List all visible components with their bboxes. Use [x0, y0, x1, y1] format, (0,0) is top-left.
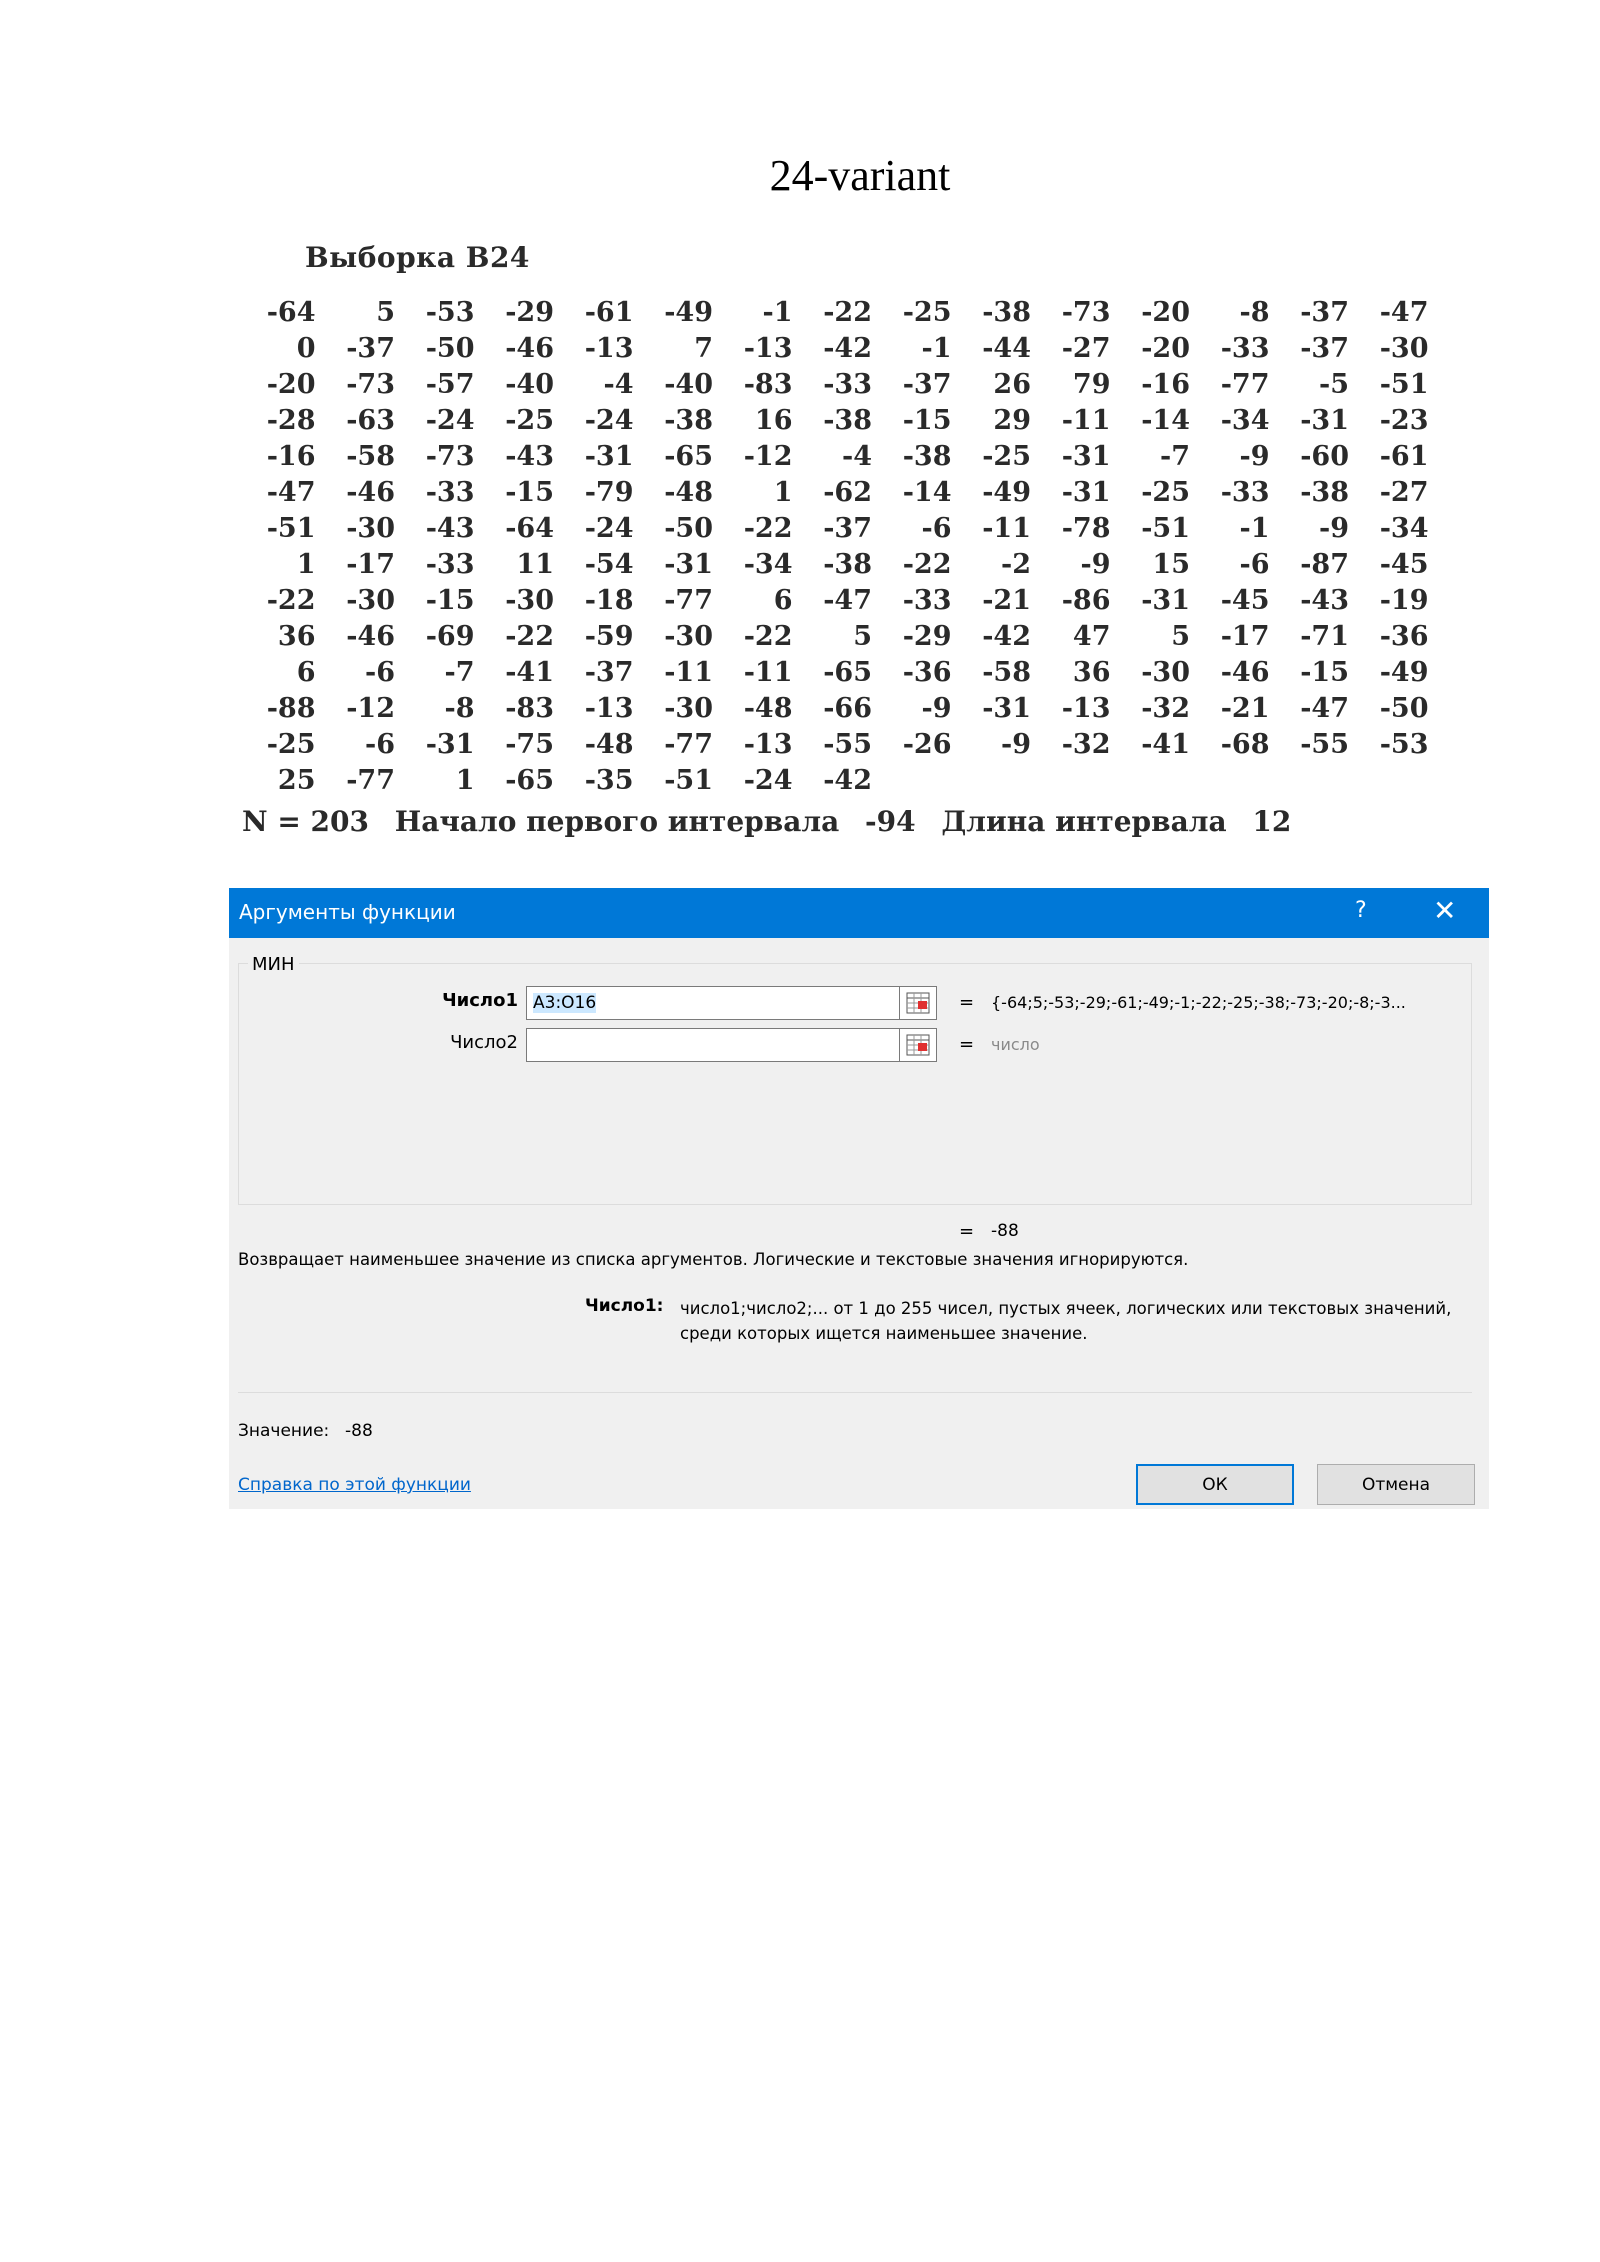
sample-cell: -1: [762, 297, 793, 328]
sample-cell: -51: [1141, 513, 1190, 544]
arg1-equals: =: [959, 992, 975, 1013]
sample-cell: -7: [1160, 441, 1190, 472]
sample-cell: 6: [773, 585, 793, 616]
sample-cell: -73: [1061, 297, 1111, 328]
sample-cell: -46: [346, 477, 395, 508]
sample-cell: -47: [1300, 693, 1349, 724]
sample-cell: -37: [584, 657, 634, 688]
sample-cell: -51: [1379, 369, 1429, 400]
sample-cell: -51: [664, 765, 713, 796]
sample-cell: -7: [444, 657, 475, 688]
function-description: Возвращает наименьшее значение из списка аргументов. Логические и текстовые значения игнорируются.: [238, 1250, 1189, 1269]
sample-cell: -9: [921, 693, 952, 724]
sample-cell: -21: [982, 585, 1031, 616]
sample-cell: -6: [365, 657, 395, 688]
interval-length-label: Длина интервала: [941, 805, 1227, 838]
sample-cell: 11: [516, 549, 554, 580]
sample-cell: -46: [505, 333, 554, 364]
sample-cell: -31: [1141, 585, 1190, 616]
page-title: 24-variant: [769, 151, 951, 200]
sample-cell: -77: [346, 765, 395, 796]
sample-cell: -51: [266, 513, 316, 544]
sample-cell: -75: [505, 729, 554, 760]
sample-cell: -63: [346, 405, 395, 436]
sample-cell: -22: [266, 585, 316, 616]
sample-cell: -30: [505, 585, 554, 616]
sample-cell: -31: [1300, 405, 1349, 436]
sample-cell: -50: [1379, 693, 1429, 724]
sample-cell: -38: [823, 549, 872, 580]
sample-cell: -66: [823, 693, 872, 724]
sample-cell: 36: [277, 621, 316, 652]
sample-cell: -16: [1141, 369, 1190, 400]
sample-cell: -83: [505, 693, 554, 724]
sample-cell: -23: [1379, 405, 1429, 436]
sample-cell: 5: [376, 297, 395, 328]
sample-cell: 16: [754, 405, 793, 436]
sample-cell: -64: [266, 297, 316, 328]
sample-cell: -15: [902, 405, 952, 436]
interval-start-label: Начало первого интервала: [394, 805, 840, 838]
sample-cell: -22: [505, 621, 554, 652]
sample-cell: -30: [346, 513, 395, 544]
sample-cell: -31: [982, 693, 1031, 724]
interval-start-value: -94: [865, 805, 916, 838]
sample-cell: -36: [1379, 621, 1429, 652]
sample-cell: -77: [664, 729, 713, 760]
sample-cell: -77: [664, 585, 713, 616]
sample-row: [240, 439, 1433, 475]
arg2-equals: =: [959, 1034, 975, 1055]
sample-cell: -68: [1220, 729, 1270, 760]
sample-cell: -34: [1220, 405, 1270, 436]
sample-cell: -20: [1141, 333, 1190, 364]
sample-cell: -19: [1379, 585, 1429, 616]
sample-cell: -83: [743, 369, 793, 400]
sample-cell: -64: [505, 513, 554, 544]
sample-cell: -46: [1220, 657, 1270, 688]
sample-cell: -31: [425, 729, 475, 760]
sample-cell: -31: [1061, 477, 1111, 508]
sample-cell: -4: [603, 369, 634, 400]
sample-cell: [1194, 763, 1274, 799]
sample-cell: -20: [266, 369, 316, 400]
sample-cell: -79: [584, 477, 634, 508]
sample-cell: -27: [1061, 333, 1111, 364]
dialog-title: Аргументы функции: [239, 900, 456, 924]
sample-cell: -60: [1300, 441, 1349, 472]
sample-cell: -34: [1379, 513, 1429, 544]
sample-cell: -26: [902, 729, 952, 760]
sample-cell: -1: [1239, 513, 1270, 544]
sample-cell: -31: [664, 549, 713, 580]
sample-row: [240, 331, 1433, 367]
value-result: -88: [345, 1421, 373, 1441]
arg1-input[interactable]: [526, 986, 900, 1020]
sample-cell: -42: [982, 621, 1031, 652]
arg2-input[interactable]: [526, 1028, 900, 1062]
arg1-label: Число1: [442, 990, 518, 1011]
sample-cell: -33: [425, 549, 475, 580]
sample-cell: -32: [1061, 729, 1111, 760]
sample-cell: -12: [346, 693, 395, 724]
sample-cell: -33: [1220, 333, 1270, 364]
sample-cell: -18: [584, 585, 634, 616]
sample-cell: -1: [921, 333, 952, 364]
sample-cell: -29: [902, 621, 952, 652]
sample-cell: -61: [584, 297, 634, 328]
sample-cell: -25: [902, 297, 952, 328]
sample-cell: -15: [1300, 657, 1349, 688]
sample-row: [240, 727, 1433, 763]
sample-cell: -78: [1061, 513, 1111, 544]
sample-cell: -73: [346, 369, 395, 400]
sample-cell: -65: [664, 441, 713, 472]
sample-cell: -6: [1239, 549, 1270, 580]
sample-cell: -14: [1141, 405, 1190, 436]
sample-cell: -31: [584, 441, 634, 472]
sample-row: [240, 619, 1433, 655]
sample-row: [240, 583, 1433, 619]
sample-cell: [956, 763, 1036, 799]
sample-cell: -69: [425, 621, 475, 652]
sample-cell: -28: [266, 405, 316, 436]
sample-row: [240, 691, 1433, 727]
sample-cell: -37: [1300, 333, 1349, 364]
arg1-value: A3:O16: [533, 993, 597, 1013]
sample-cell: -55: [823, 729, 872, 760]
sample-cell: [1035, 763, 1115, 799]
sample-cell: -22: [743, 513, 793, 544]
sample-cell: -44: [982, 333, 1031, 364]
sample-cell: -30: [664, 693, 713, 724]
sample-cell: -43: [505, 441, 554, 472]
sample-cell: -11: [664, 657, 713, 688]
sample-cell: -49: [1379, 657, 1429, 688]
arg2-result: число: [991, 1035, 1040, 1054]
sample-cell: -6: [921, 513, 952, 544]
sample-cell: -21: [1220, 693, 1270, 724]
sample-cell: -6: [365, 729, 395, 760]
sample-cell: [1115, 763, 1195, 799]
sample-cell: -33: [902, 585, 952, 616]
sample-cell: -27: [1379, 477, 1429, 508]
sample-row: [240, 403, 1433, 439]
sample-cell: -37: [823, 513, 872, 544]
sample-cell: -4: [842, 441, 872, 472]
sample-cell: -11: [1061, 405, 1111, 436]
function-help-link[interactable]: Справка по этой функции: [238, 1475, 471, 1495]
sample-cell: -37: [902, 369, 952, 400]
sample-cell: -42: [823, 765, 872, 796]
sample-cell: -54: [584, 549, 634, 580]
sample-cell: -62: [823, 477, 872, 508]
sample-cell: -31: [1061, 441, 1111, 472]
sample-cell: -40: [664, 369, 713, 400]
sample-cell: -24: [584, 405, 634, 436]
sample-cell: 47: [1072, 621, 1111, 652]
sample-cell: -45: [1220, 585, 1270, 616]
close-icon[interactable]: ✕: [1433, 894, 1457, 927]
sample-cell: -48: [664, 477, 713, 508]
sample-cell: -36: [902, 657, 952, 688]
sample-cell: -47: [1379, 297, 1429, 328]
sample-cell: -13: [743, 333, 793, 364]
sample-cell: -73: [425, 441, 475, 472]
sample-cell: -57: [425, 369, 475, 400]
sample-cell: 36: [1072, 657, 1111, 688]
divider: [238, 1392, 1472, 1393]
sample-row: [240, 511, 1433, 547]
sample-cell: -47: [823, 585, 872, 616]
sample-cell: -25: [266, 729, 316, 760]
sample-cell: -53: [1379, 729, 1429, 760]
sample-cell: -45: [1379, 549, 1429, 580]
sample-cell: 25: [277, 765, 316, 796]
sample-cell: 26: [993, 369, 1031, 400]
sample-cell: -16: [266, 441, 316, 472]
sample-cell: -38: [902, 441, 952, 472]
scanned-sample: [240, 225, 1435, 855]
sample-cell: -14: [902, 477, 952, 508]
sample-cell: -13: [584, 693, 634, 724]
sample-cell: -24: [425, 405, 475, 436]
sample-cell: -9: [1080, 549, 1111, 580]
sample-cell: -25: [505, 405, 554, 436]
sample-cell: -30: [1379, 333, 1429, 364]
sample-cell: -40: [505, 369, 554, 400]
sample-cell: -12: [743, 441, 793, 472]
sample-cell: -24: [743, 765, 793, 796]
sample-footer: [242, 805, 1307, 838]
arg1-result: {-64;5;-53;-29;-61;-49;-1;-22;-25;-38;-73;-20;-8;-3...: [991, 993, 1406, 1012]
sample-cell: -65: [505, 765, 554, 796]
value-label: Значение:: [238, 1421, 330, 1441]
sample-cell: -50: [425, 333, 475, 364]
dialog-titlebar: [229, 888, 1489, 938]
sample-cell: -59: [584, 621, 634, 652]
sample-cell: -9: [1239, 441, 1270, 472]
sample-cell: -35: [584, 765, 634, 796]
sample-cell: -33: [823, 369, 872, 400]
sample-cell: 7: [694, 333, 713, 364]
sample-cell: -58: [346, 441, 395, 472]
arg1-range-picker-icon[interactable]: [900, 986, 937, 1020]
sample-cell: -43: [1300, 585, 1349, 616]
sample-cell: -53: [425, 297, 475, 328]
sample-cell: -2: [1001, 549, 1031, 580]
sample-cell: -13: [1061, 693, 1111, 724]
sample-cell: -30: [1141, 657, 1190, 688]
arg2-label: Число2: [450, 1032, 518, 1053]
sample-cell: 6: [296, 657, 316, 688]
sample-cell: -15: [505, 477, 554, 508]
sample-cell: -11: [743, 657, 793, 688]
sample-cell: -17: [1220, 621, 1270, 652]
sample-cell: 0: [296, 333, 316, 364]
arg2-range-picker-icon[interactable]: [900, 1028, 937, 1062]
sample-cell: -11: [982, 513, 1031, 544]
sample-row: [240, 295, 1433, 331]
sample-cell: -9: [1319, 513, 1349, 544]
sample-table: [240, 295, 1433, 799]
sample-row: [240, 763, 1433, 799]
sample-cell: -86: [1061, 585, 1111, 616]
sample-cell: -49: [664, 297, 713, 328]
sample-cell: -33: [425, 477, 475, 508]
sample-cell: [1274, 763, 1354, 799]
sample-row: [240, 547, 1433, 583]
sample-cell: -25: [1141, 477, 1190, 508]
sample-cell: -22: [902, 549, 952, 580]
sample-cell: -13: [743, 729, 793, 760]
sample-cell: -32: [1141, 693, 1190, 724]
sample-cell: 15: [1152, 549, 1190, 580]
sample-cell: -17: [346, 549, 395, 580]
sample-cell: -38: [982, 297, 1031, 328]
sample-cell: -24: [584, 513, 634, 544]
sample-cell: 1: [455, 765, 475, 796]
sample-cell: -5: [1319, 369, 1349, 400]
sample-cell: -22: [823, 297, 872, 328]
sample-cell: 79: [1072, 369, 1111, 400]
sample-cell: 5: [853, 621, 872, 652]
sample-cell: -48: [743, 693, 793, 724]
cancel-button[interactable]: Отмена: [1317, 1464, 1475, 1505]
sample-cell: -30: [346, 585, 395, 616]
sample-cell: 5: [1171, 621, 1190, 652]
sample-cell: -9: [1001, 729, 1031, 760]
sample-cell: -43: [425, 513, 475, 544]
sample-cell: 1: [296, 549, 316, 580]
interval-length-value: 12: [1252, 805, 1292, 838]
sample-cell: [876, 763, 956, 799]
sample-cell: 1: [773, 477, 793, 508]
sample-cell: [1353, 763, 1433, 799]
sample-cell: -50: [664, 513, 713, 544]
sample-size: N = 203: [242, 805, 369, 838]
sample-cell: -55: [1300, 729, 1349, 760]
sample-row: [240, 367, 1433, 403]
sample-cell: -42: [823, 333, 872, 364]
sample-cell: -49: [982, 477, 1031, 508]
sample-cell: -41: [1141, 729, 1190, 760]
sample-cell: -15: [425, 585, 475, 616]
sample-cell: -30: [664, 621, 713, 652]
sample-cell: -77: [1220, 369, 1270, 400]
formula-result-equals: =: [959, 1221, 975, 1242]
sample-cell: -33: [1220, 477, 1270, 508]
formula-result: -88: [991, 1221, 1019, 1241]
sample-cell: 29: [993, 405, 1031, 436]
sample-cell: -38: [823, 405, 872, 436]
sample-cell: -8: [1239, 297, 1270, 328]
sample-cell: -88: [266, 693, 316, 724]
sample-cell: -34: [743, 549, 793, 580]
sample-row: [240, 475, 1433, 511]
sample-cell: -38: [1300, 477, 1349, 508]
sample-cell: -25: [982, 441, 1031, 472]
function-arguments-dialog: [229, 888, 1489, 1509]
sample-cell: -37: [346, 333, 395, 364]
sample-cell: -61: [1379, 441, 1429, 472]
sample-cell: -48: [584, 729, 634, 760]
arg-help-label: Число1:: [585, 1296, 664, 1316]
sample-cell: -20: [1141, 297, 1190, 328]
sample-cell: -71: [1300, 621, 1349, 652]
sample-cell: -8: [444, 693, 475, 724]
ok-button[interactable]: ОК: [1136, 1464, 1294, 1505]
help-icon[interactable]: ?: [1355, 898, 1367, 923]
sample-row: [240, 655, 1433, 691]
arg-help-text: число1;число2;... от 1 до 255 чисел, пустых ячеек, логических или текстовых значений, среди которых ищется наименьшее значение.: [680, 1299, 1452, 1343]
sample-cell: -38: [664, 405, 713, 436]
sample-cell: -29: [505, 297, 554, 328]
sample-cell: -87: [1300, 549, 1349, 580]
sample-cell: -13: [584, 333, 634, 364]
sample-cell: -46: [346, 621, 395, 652]
sample-cell: -37: [1300, 297, 1349, 328]
sample-cell: -22: [743, 621, 793, 652]
sample-cell: -47: [266, 477, 316, 508]
function-name: МИН: [248, 954, 299, 975]
sample-cell: -58: [982, 657, 1031, 688]
sample-heading: Выборка В24: [305, 241, 530, 274]
sample-cell: -65: [823, 657, 872, 688]
sample-cell: -41: [505, 657, 554, 688]
